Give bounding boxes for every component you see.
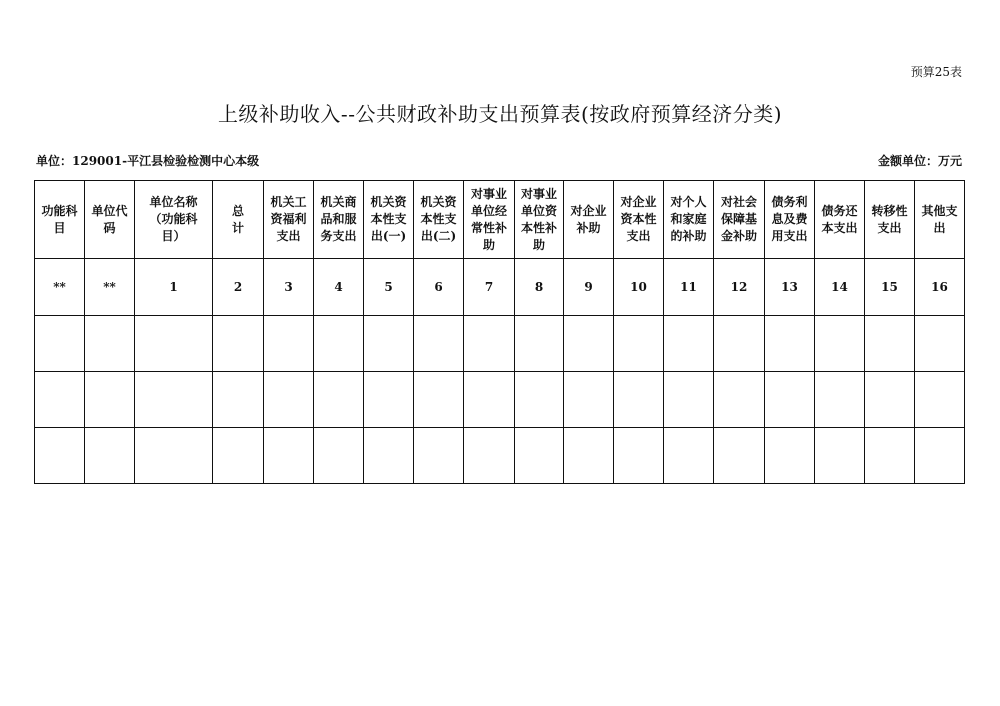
empty-cell (314, 428, 364, 484)
empty-cell (815, 372, 865, 428)
empty-cell (765, 316, 815, 372)
empty-cell (264, 428, 314, 484)
header-cell: 机关资 本性支 出(二) (414, 181, 464, 259)
empty-cell (85, 372, 135, 428)
index-cell: 7 (464, 259, 515, 316)
empty-cell (35, 372, 85, 428)
index-cell: 3 (264, 259, 314, 316)
empty-cell (264, 372, 314, 428)
header-cell: 总 计 (213, 181, 264, 259)
header-cell: 债务还 本支出 (815, 181, 865, 259)
empty-cell (264, 316, 314, 372)
empty-cell (614, 372, 664, 428)
index-cell: 6 (414, 259, 464, 316)
empty-cell (135, 428, 213, 484)
index-cell: 11 (664, 259, 714, 316)
header-cell: 单位代 码 (85, 181, 135, 259)
empty-cell (364, 372, 414, 428)
empty-cell (564, 428, 614, 484)
empty-cell (614, 428, 664, 484)
header-cell: 对个人 和家庭 的补助 (664, 181, 714, 259)
empty-cell (464, 372, 515, 428)
index-cell: 1 (135, 259, 213, 316)
index-cell: 10 (614, 259, 664, 316)
index-row (35, 259, 965, 316)
header-cell: 对企业 资本性 支出 (614, 181, 664, 259)
empty-cell (35, 428, 85, 484)
empty-cell (213, 372, 264, 428)
header-cell: 对社会 保障基 金补助 (714, 181, 765, 259)
index-cell: 5 (364, 259, 414, 316)
empty-cell (865, 372, 915, 428)
empty-cell (414, 428, 464, 484)
empty-cell (865, 316, 915, 372)
unit-label: 单位：129001-平江县检验检测中心本级 (36, 154, 260, 168)
empty-cell (865, 428, 915, 484)
empty-cell (815, 316, 865, 372)
empty-cell (135, 316, 213, 372)
header-cell: 机关商 品和服 务支出 (314, 181, 364, 259)
empty-cell (815, 428, 865, 484)
empty-cell (664, 316, 714, 372)
empty-cell (765, 372, 815, 428)
form-code: 预算25表 (910, 65, 962, 79)
empty-cell (714, 428, 765, 484)
index-cell: 14 (815, 259, 865, 316)
index-cell: 2 (213, 259, 264, 316)
header-cell: 转移性 支出 (865, 181, 915, 259)
header-cell: 机关工 资福利 支出 (264, 181, 314, 259)
empty-cell (664, 372, 714, 428)
amount-unit-label: 金额单位：万元 (877, 154, 962, 168)
empty-cell (915, 372, 965, 428)
empty-cell (664, 428, 714, 484)
header-cell: 功能科 目 (35, 181, 85, 259)
header-cell: 对企业 补助 (564, 181, 614, 259)
empty-cell (564, 372, 614, 428)
empty-cell (85, 428, 135, 484)
index-cell: 13 (765, 259, 815, 316)
empty-cell (364, 316, 414, 372)
index-cell: 16 (915, 259, 965, 316)
header-row (35, 181, 965, 259)
empty-cell (35, 316, 85, 372)
empty-cell (135, 372, 213, 428)
empty-cell (464, 428, 515, 484)
empty-cell (915, 316, 965, 372)
index-cell: ** (85, 259, 135, 316)
empty-cell (614, 316, 664, 372)
header-cell: 债务利 息及费 用支出 (765, 181, 815, 259)
empty-row (35, 316, 965, 372)
budget-table (34, 180, 965, 484)
empty-cell (515, 372, 564, 428)
empty-cell (314, 372, 364, 428)
empty-cell (213, 316, 264, 372)
empty-cell (714, 316, 765, 372)
empty-cell (414, 316, 464, 372)
page-title: 上级补助收入--公共财政补助支出预算表(按政府预算经济分类) (217, 102, 783, 126)
empty-row (35, 372, 965, 428)
empty-cell (515, 428, 564, 484)
empty-cell (765, 428, 815, 484)
empty-cell (564, 316, 614, 372)
header-cell: 单位名称 （功能科 目） (135, 181, 213, 259)
index-cell: 15 (865, 259, 915, 316)
header-cell: 对事业 单位经 常性补 助 (464, 181, 515, 259)
index-cell: 4 (314, 259, 364, 316)
header-cell: 其他支 出 (915, 181, 965, 259)
empty-cell (464, 316, 515, 372)
empty-cell (213, 428, 264, 484)
header-cell: 机关资 本性支 出(一) (364, 181, 414, 259)
empty-cell (515, 316, 564, 372)
empty-row (35, 428, 965, 484)
index-cell: ** (35, 259, 85, 316)
empty-cell (314, 316, 364, 372)
index-cell: 9 (564, 259, 614, 316)
empty-cell (85, 316, 135, 372)
empty-cell (364, 428, 414, 484)
empty-cell (915, 428, 965, 484)
empty-cell (714, 372, 765, 428)
header-cell: 对事业 单位资 本性补 助 (515, 181, 564, 259)
index-cell: 12 (714, 259, 765, 316)
index-cell: 8 (515, 259, 564, 316)
empty-cell (414, 372, 464, 428)
